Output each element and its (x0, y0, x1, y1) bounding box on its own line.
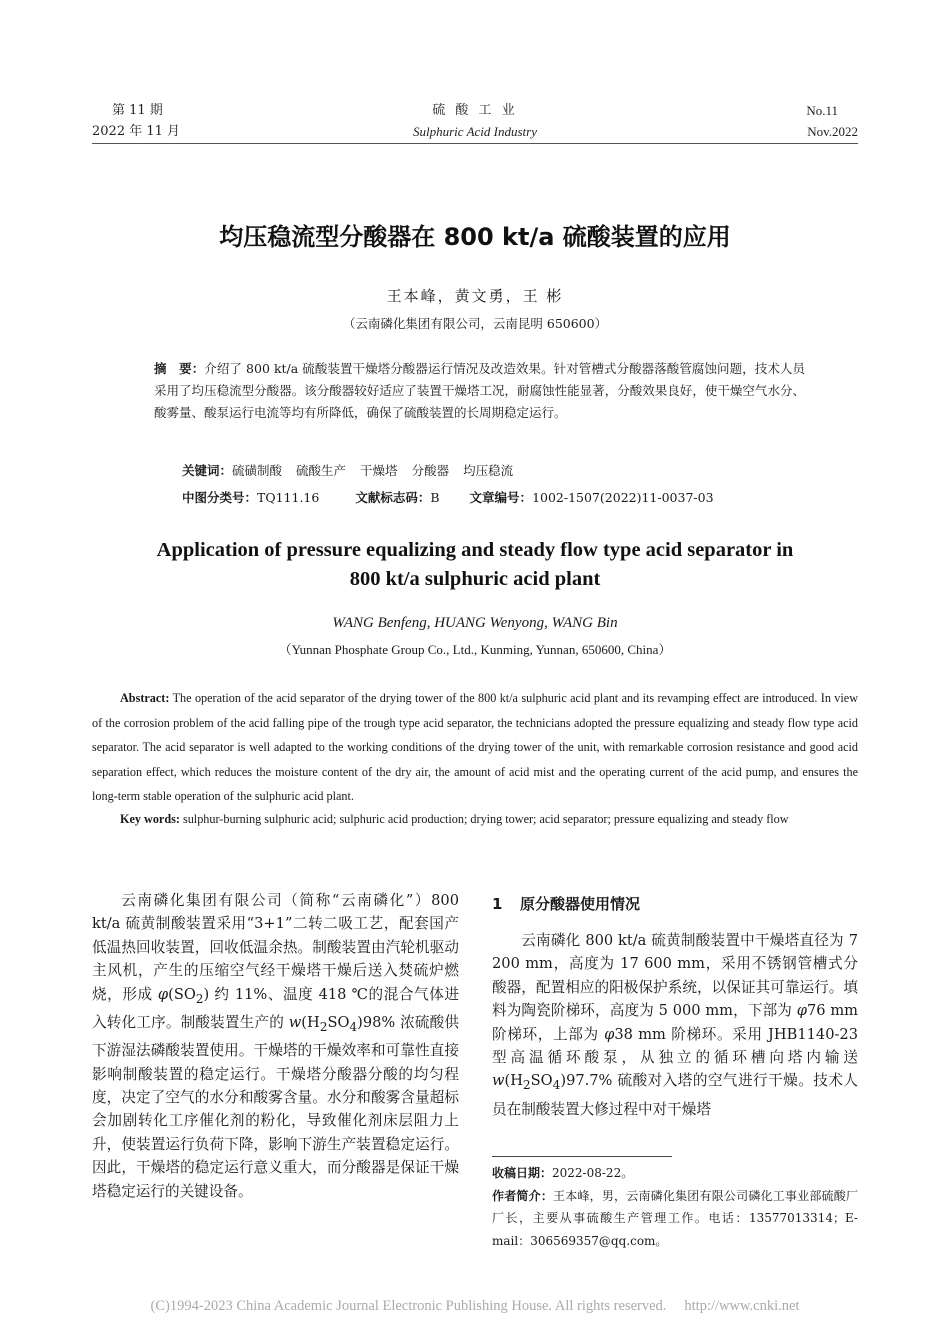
keyword-cn: 硫酸生产 (296, 463, 347, 478)
abstract-en-text: The operation of the acid separator of the drying tower of the 800 kt/a sulphuric acid plant and its revamping effect are introduced. In view of the corrosion problem of the acid falling pipe of the trough type acid separator, the technicians adopted the pressure equalizing and steady flow type acid separator. The acid separator is well adapted to the working conditions of the drying tower of the unit, with remarkable corrosion resistance and good acid separation effect, which reduces the moisture content of the dry air, the amount of acid mist and the operating current of the acid pump, and ensures the long-term stable operation of the sulphuric acid plant. (92, 691, 858, 804)
paper-title-cn: 均压稳流型分酸器在 800 kt/a 硫酸装置的应用 (219, 223, 731, 251)
body-text: 76 mm 阶梯环，上部为 (492, 1002, 858, 1043)
abstract-cn (154, 358, 805, 424)
issue-number-en: No.11 (806, 103, 838, 118)
author-bio (492, 1185, 858, 1253)
paper-title-en-line2: 800 kt/a sulphuric acid plant (349, 568, 601, 590)
formula-h2so4: (H (301, 1013, 320, 1031)
journal-name-cn: 硫 酸 工 业 (432, 103, 518, 118)
subscript: 4 (349, 1019, 358, 1034)
article-number-value: 1002-1507(2022)11-0037-03 (532, 490, 714, 505)
body-text: 98% 浓硫酸供下游湿法磷酸装置使用。干燥塔的干燥效率和可靠性直接影响制酸装置的稳定运行。干燥塔分酸器分酸的均匀程度，决定了空气的水分和酸雾含量。水分和酸雾含量超标会加剧转化工序催化剂的粉化，导致催化剂床层阻力上升，使装置运行负荷下降，影响下游生产装置稳定运行。因此，干燥塔的稳定运行意义重大，而分酸器是保证干燥塔稳定运行的关键设备。 (92, 1013, 460, 1200)
keywords-cn (182, 460, 513, 482)
section-title: 原分酸器使用情况 (520, 895, 641, 913)
affiliation-cn: （云南磷化集团有限公司，云南昆明 650600） (342, 316, 608, 331)
cnki-link[interactable]: http://www.cnki.net (684, 1298, 800, 1314)
clc-label: 中图分类号： (182, 490, 258, 505)
header-divider (92, 143, 858, 144)
section-number: 1 (492, 895, 503, 913)
subscript: 2 (319, 1019, 328, 1034)
paper-title-en (60, 536, 890, 594)
article-number-label: 文章编号： (469, 490, 533, 505)
received-date-label: 收稿日期： (492, 1166, 553, 1180)
author-bio-text: 王本峰，男，云南磷化集团有限公司磷化工事业部硫酸厂厂长，主要从事硫酸生产管理工作。电话：13577013314；E-mail：306569357@qq.com。 (492, 1188, 858, 1248)
mass-fraction-symbol: w (492, 1072, 505, 1090)
classification-line (182, 487, 714, 509)
copyright-text: (C)1994-2023 China Academic Journal Electronic Publishing House. All rights reserved. (150, 1298, 667, 1314)
keywords-en (92, 807, 858, 832)
phi-symbol: φ (604, 1025, 615, 1043)
affiliation-en: （Yunnan Phosphate Group Co., Ltd., Kunming, Yunnan, 650600, China） (278, 642, 672, 657)
formula-h2so4: ) (560, 1072, 567, 1090)
doc-code-value: B (430, 490, 440, 505)
formula-h2so4: SO (327, 1013, 350, 1031)
body-paragraph-right (492, 929, 858, 1121)
subscript: 2 (522, 1078, 531, 1093)
received-date (492, 1162, 858, 1185)
subscript: 4 (552, 1078, 561, 1093)
paper-title-en-line1: Application of pressure equalizing and steady flow type acid separator in (156, 539, 794, 561)
formula-h2so4: SO (530, 1072, 553, 1090)
body-paragraph-left (92, 889, 459, 1203)
body-text: 38 mm 阶梯环。采用 JHB1140-23 型高温循环酸泵，从独立的循环槽向塔内输送 (492, 1025, 859, 1067)
phi-symbol: φ (157, 985, 169, 1003)
keyword-cn: 干燥塔 (360, 463, 398, 478)
abstract-cn-text: 介绍了 800 kt/a 硫酸装置干燥塔分酸器运行情况及改造效果。针对管槽式分酸器落酸管腐蚀问题，技术人员采用了均压稳流型分酸器。该分酸器较好适应了装置干燥塔工况，耐腐蚀性能显著，分酸效果良好，使干燥空气水分、酸雾量、酸泵运行电流等均有所降低，确保了硫酸装置的长周期稳定运行。 (154, 361, 805, 420)
issue-number-cn: 第 11 期 (112, 103, 163, 118)
keywords-cn-label: 关键词： (182, 463, 233, 478)
section-heading-1 (492, 892, 640, 916)
formula-so2: (SO (168, 985, 196, 1003)
copyright-footer (0, 1295, 950, 1317)
abstract-en-label: Abstract: (120, 691, 170, 705)
formula-h2so4: ) (357, 1013, 363, 1031)
issue-date-en: Nov.2022 (807, 124, 858, 139)
mass-fraction-symbol: w (288, 1013, 302, 1031)
body-text: ) 约 11%、温度 418 ℃的混合气体进入转化工序。制酸装置生产的 (92, 985, 459, 1031)
subscript: 2 (195, 991, 204, 1006)
authors-en: WANG Benfeng, HUANG Wenyong, WANG Bin (332, 615, 618, 631)
body-text: 云南磷化 800 kt/a 硫黄制酸装置中干燥塔直径为 7 200 mm，高度为 17 600 mm，采用不锈钢管槽式分酸器，配置相应的阳极保护系统，以保证其可靠运行。填料为陶瓷阶梯环，高度为 5 000 mm，下部为 (492, 932, 858, 1020)
abstract-cn-label: 摘 要： (154, 361, 205, 376)
doc-code-label: 文献标志码： (355, 490, 431, 505)
keyword-cn: 硫磺制酸 (232, 463, 283, 478)
keyword-cn: 均压稳流 (463, 463, 514, 478)
phi-symbol: φ (796, 1002, 807, 1020)
formula-h2so4: (H (504, 1072, 523, 1090)
footnote-divider (492, 1156, 672, 1157)
keywords-en-text: sulphur-burning sulphuric acid; sulphuric acid production; drying tower; acid separator; pressure equalizing and steady flow (182, 812, 789, 826)
body-text: 云南磷化集团有限公司（简称“云南磷化”）800 kt/a 硫黄制酸装置采用“3+1”二转二吸工艺，配套国产低温热回收装置，回收低温余热。制酸装置由汽轮机驱动主风机，产生的压缩空气经干燥塔干燥后送入焚硫炉燃烧，形成 (92, 892, 459, 1003)
clc-value: TQ111.16 (257, 490, 320, 505)
keywords-en-label: Key words: (120, 812, 180, 826)
abstract-en (92, 686, 858, 809)
issue-date-cn: 2022 年 11 月 (92, 124, 181, 139)
author-bio-label: 作者简介： (492, 1188, 554, 1203)
journal-name-en: Sulphuric Acid Industry (413, 124, 537, 139)
footnote (492, 1162, 858, 1252)
keyword-cn: 分酸器 (411, 463, 450, 478)
authors-cn: 王本峰，黄文勇，王 彬 (386, 287, 564, 305)
received-date-value: 2022-08-22。 (552, 1166, 634, 1180)
body-text: 97.7% 硫酸对入塔的空气进行干燥。技术人员在制酸装置大修过程中对干燥塔 (492, 1072, 858, 1118)
